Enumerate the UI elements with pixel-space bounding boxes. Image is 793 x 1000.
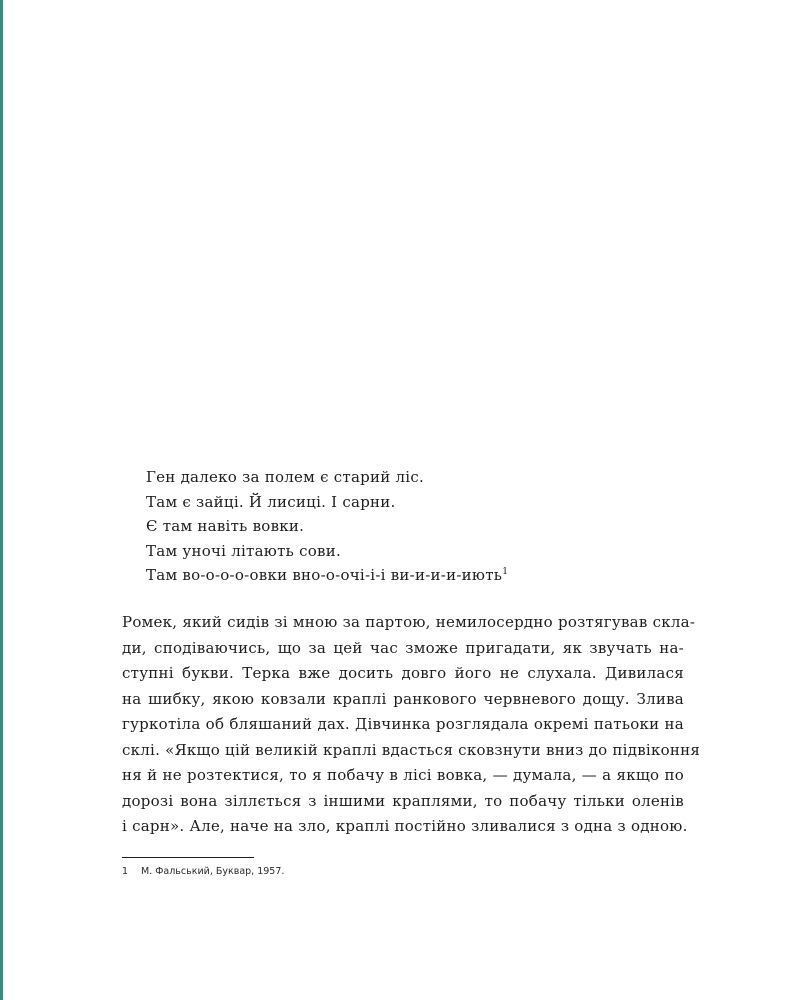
- prose-line: склі. «Якщо цій великій краплі вдасться сковзнути вниз до підвіконня: [122, 740, 701, 759]
- prose-line: і сарн». Але, наче на зло, краплі постійно зливалися з одна з одною.: [122, 817, 688, 835]
- prose-line: ня й не розтектися, то я побачу в лісі вовка, — думала, — а якщо по: [122, 766, 684, 784]
- footnote-text: М. Фальський, Буквар, 1957.: [141, 866, 285, 877]
- poem-line-last: [146, 563, 706, 588]
- footnote: [122, 866, 284, 877]
- prose-line: ди, сподіваючись, що за цей час зможе пригадати, як звучать на-: [122, 638, 684, 657]
- poem-line: Ген далеко за полем є старий ліс.: [146, 468, 425, 486]
- page-edge-strip: [0, 0, 3, 1000]
- prose-line: дорозі вона зіллється з іншими краплями, то побачу тільки оленів: [122, 791, 684, 810]
- poem-block: [146, 465, 706, 588]
- prose-paragraph: [122, 610, 701, 840]
- prose-line: Ромек, який сидів зі мною за партою, немилосердно розтягував скла-: [122, 613, 696, 631]
- poem-line-text: Там во-о-о-о-овки вно-о-очі-і-і ви-и-и-и-иють: [146, 566, 503, 584]
- prose-line: ступні букви. Терка вже досить довго його не слухала. Дивилася: [122, 664, 684, 682]
- poem-line: Є там навіть вовки.: [146, 517, 305, 535]
- prose-line: гуркотіла об бляшаний дах. Дівчинка розглядала окремі патьоки на: [122, 715, 684, 733]
- poem-line: Там уночі літають сови.: [146, 541, 341, 560]
- footnote-divider: [122, 857, 254, 858]
- poem-line: Там є зайці. Й лисиці. І сарни.: [146, 492, 396, 511]
- prose-line: на шибку, якою ковзали краплі ранкового червневого дощу. Злива: [122, 689, 684, 708]
- footnote-reference[interactable]: 1: [502, 567, 509, 577]
- footnote-number: 1: [122, 866, 129, 877]
